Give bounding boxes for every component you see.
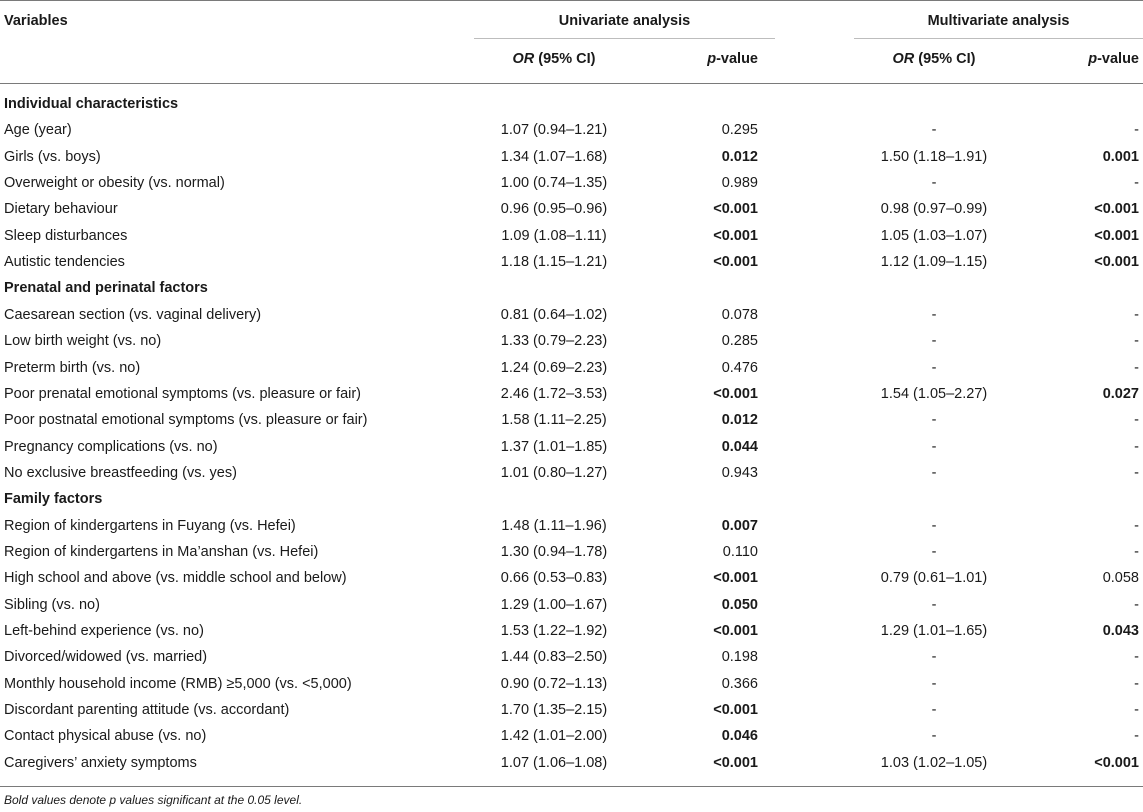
table-row [0, 543, 1143, 569]
univariate-p-cell: 0.050 [721, 596, 758, 613]
section-header-row [0, 490, 1143, 516]
univariate-or-cell: 1.48 (1.11–1.96) [501, 517, 607, 534]
multivariate-p-cell: - [1134, 702, 1139, 719]
univariate-or-cell: 0.81 (0.64–1.02) [500, 306, 608, 323]
multivariate-p-cell: - [1134, 438, 1139, 455]
univariate-or-cell: 1.33 (0.79–2.23) [500, 333, 608, 350]
univariate-p-cell: 0.078 [721, 306, 758, 323]
univariate-p-cell: 0.007 [721, 517, 758, 534]
multivariate-or-cell: - [931, 412, 937, 429]
univariate-p-cell: 0.476 [721, 359, 758, 376]
variable-label: Overweight or obesity (vs. normal) [4, 175, 225, 192]
univariate-group-rule [474, 38, 775, 39]
multivariate-p-cell: - [1134, 464, 1139, 481]
univariate-p-cell: 0.012 [721, 412, 758, 429]
univariate-or-cell: 1.30 (0.94–1.78) [500, 543, 608, 560]
table-row [0, 332, 1143, 358]
multivariate-or-cell: - [931, 728, 937, 745]
section-label: Family factors [4, 491, 103, 508]
univariate-or-cell: 0.66 (0.53–0.83) [500, 570, 608, 587]
multivariate-or-cell: 1.54 (1.05–2.27) [880, 385, 988, 402]
variable-label: Sibling (vs. no) [4, 596, 100, 613]
variable-label: Caesarean section (vs. vaginal delivery) [4, 306, 262, 323]
table-row [0, 596, 1143, 622]
variable-label: Caregivers’ anxiety symptoms [4, 754, 197, 771]
multivariate-or-cell: - [931, 438, 937, 455]
variable-label: Region of kindergartens in Fuyang (vs. Hefei) [4, 517, 296, 534]
univariate-or-cell: 2.46 (1.72–3.53) [500, 385, 608, 402]
variable-label: High school and above (vs. middle school and below) [4, 570, 347, 587]
univariate-or-cell: 1.42 (1.01–2.00) [500, 728, 608, 745]
variable-label: Low birth weight (vs. no) [4, 333, 162, 350]
univariate-or-cell: 1.44 (0.83–2.50) [500, 649, 608, 666]
table-footnote: Bold values denote p values significant at the 0.05 level. [4, 793, 303, 807]
univariate-p-cell: <0.001 [713, 201, 758, 218]
table-row [0, 701, 1143, 727]
univariate-p-cell: <0.001 [713, 623, 758, 639]
univariate-p-cell: 0.198 [721, 649, 758, 666]
univariate-or-cell: 1.07 (0.94–1.21) [500, 122, 608, 139]
variable-label: Poor prenatal emotional symptoms (vs. pleasure or fair) [4, 385, 362, 402]
univariate-p-cell: <0.001 [713, 570, 758, 587]
table-row [0, 411, 1143, 437]
multivariate-p-cell: - [1134, 596, 1139, 613]
univariate-or-cell: 1.07 (1.06–1.08) [500, 754, 608, 771]
univariate-or-cell: 1.09 (1.08–1.11) [501, 227, 607, 244]
multivariate-or-cell: - [931, 464, 937, 481]
multivariate-or-cell: - [931, 517, 937, 534]
variable-label: Discordant parenting attitude (vs. accordant) [4, 702, 290, 719]
header-multivariate: Multivariate analysis [927, 13, 1070, 29]
variable-label: Region of kindergartens in Ma’anshan (vs. Hefei) [4, 543, 319, 560]
multivariate-or-cell: - [931, 333, 937, 350]
variable-label: Sleep disturbances [4, 227, 128, 244]
table-row [0, 517, 1143, 543]
section-header-row [0, 95, 1143, 121]
section-label: Prenatal and perinatal factors [4, 280, 208, 297]
multivariate-or-cell: - [931, 359, 937, 376]
variable-label: Poor postnatal emotional symptoms (vs. pleasure or fair) [4, 412, 368, 429]
table-row [0, 464, 1143, 490]
variable-label: Age (year) [4, 122, 72, 139]
variable-label: Left-behind experience (vs. no) [4, 623, 204, 639]
univariate-or-cell: 1.37 (1.01–1.85) [500, 438, 608, 455]
multivariate-or-cell: 1.50 (1.18–1.91) [880, 148, 988, 165]
multivariate-p-cell: <0.001 [1094, 754, 1139, 771]
table-row [0, 438, 1143, 464]
multivariate-or-cell: 0.79 (0.61–1.01) [880, 570, 988, 587]
variable-label: Pregnancy complications (vs. no) [4, 438, 218, 455]
variable-label: Monthly household income (RMB) ≥5,000 (vs. <5,000) [4, 675, 352, 692]
multivariate-p-cell: <0.001 [1094, 254, 1139, 271]
variable-label: Autistic tendencies [4, 254, 125, 271]
univariate-p-cell: 0.295 [721, 122, 758, 139]
multivariate-p-cell: - [1134, 543, 1139, 560]
univariate-or-cell: 0.96 (0.95–0.96) [500, 201, 608, 218]
variable-label: Contact physical abuse (vs. no) [4, 728, 207, 745]
multivariate-p-cell: <0.001 [1094, 227, 1139, 244]
header-or-multivariate: OR (95% CI) [892, 51, 976, 67]
multivariate-or-cell: 1.03 (1.02–1.05) [880, 754, 988, 771]
variable-label: Divorced/widowed (vs. married) [4, 649, 208, 666]
variable-label: Preterm birth (vs. no) [4, 359, 141, 376]
table-top-rule [0, 0, 1143, 1]
multivariate-group-rule [854, 38, 1143, 39]
univariate-p-cell: 0.285 [721, 333, 758, 350]
univariate-p-cell: 0.989 [721, 175, 758, 192]
table-row [0, 569, 1143, 595]
univariate-p-cell: <0.001 [713, 754, 758, 771]
multivariate-p-cell: - [1134, 122, 1139, 139]
univariate-or-cell: 1.24 (0.69–2.23) [500, 359, 608, 376]
multivariate-or-cell: - [931, 596, 937, 613]
multivariate-p-cell: 0.001 [1102, 148, 1139, 165]
multivariate-or-cell: - [931, 306, 937, 323]
section-label: Individual characteristics [4, 96, 179, 112]
header-p-multivariate: p-value [1088, 51, 1139, 67]
table-row [0, 385, 1143, 411]
section-header-row [0, 279, 1143, 305]
univariate-p-cell: 0.110 [722, 543, 758, 560]
variable-label: No exclusive breastfeeding (vs. yes) [4, 464, 237, 481]
multivariate-p-cell: 0.027 [1102, 385, 1139, 402]
table-row [0, 727, 1143, 753]
univariate-or-cell: 1.18 (1.15–1.21) [500, 254, 608, 271]
multivariate-or-cell: 1.29 (1.01–1.65) [880, 623, 988, 639]
univariate-p-cell: <0.001 [713, 385, 758, 402]
header-variables: Variables [4, 13, 68, 29]
multivariate-or-cell: - [931, 649, 937, 666]
table-row [0, 200, 1143, 226]
multivariate-p-cell: - [1134, 175, 1139, 192]
multivariate-p-cell: - [1134, 306, 1139, 323]
multivariate-p-cell: 0.058 [1102, 570, 1139, 587]
univariate-p-cell: 0.012 [721, 148, 758, 165]
multivariate-or-cell: - [931, 543, 937, 560]
table-row [0, 306, 1143, 332]
table-row [0, 754, 1143, 780]
univariate-p-cell: <0.001 [713, 254, 758, 271]
multivariate-or-cell: 0.98 (0.97–0.99) [880, 201, 988, 218]
univariate-p-cell: 0.044 [721, 438, 758, 455]
multivariate-p-cell: <0.001 [1094, 201, 1139, 218]
multivariate-or-cell: - [931, 122, 937, 139]
table-row [0, 675, 1143, 701]
multivariate-p-cell: 0.043 [1102, 623, 1139, 639]
multivariate-p-cell: - [1134, 333, 1139, 350]
multivariate-or-cell: - [931, 175, 937, 192]
multivariate-p-cell: - [1134, 412, 1139, 429]
univariate-or-cell: 1.70 (1.35–2.15) [500, 702, 608, 719]
table-bottom-rule [0, 786, 1143, 787]
table-row [0, 648, 1143, 674]
univariate-or-cell: 1.58 (1.11–2.25) [501, 412, 607, 429]
univariate-p-cell: 0.046 [721, 728, 758, 745]
table-row [0, 174, 1143, 200]
univariate-or-cell: 0.90 (0.72–1.13) [500, 675, 608, 692]
table-row [0, 227, 1143, 253]
header-p-univariate: p-value [707, 51, 758, 67]
variable-label: Dietary behaviour [4, 201, 118, 218]
univariate-p-cell: <0.001 [713, 227, 758, 244]
multivariate-p-cell: - [1134, 359, 1139, 376]
univariate-or-cell: 1.29 (1.00–1.67) [500, 596, 608, 613]
multivariate-p-cell: - [1134, 649, 1139, 666]
univariate-or-cell: 1.00 (0.74–1.35) [500, 175, 608, 192]
table-row [0, 622, 1143, 648]
univariate-p-cell: 0.366 [721, 675, 758, 692]
multivariate-p-cell: - [1134, 517, 1139, 534]
multivariate-or-cell: - [931, 675, 937, 692]
table-row [0, 148, 1143, 174]
univariate-or-cell: 1.53 (1.22–1.92) [500, 623, 608, 639]
multivariate-or-cell: 1.12 (1.09–1.15) [880, 254, 988, 271]
table-header-rule [0, 83, 1143, 84]
multivariate-p-cell: - [1134, 728, 1139, 745]
table-row [0, 253, 1143, 279]
header-univariate: Univariate analysis [558, 13, 691, 29]
univariate-or-cell: 1.34 (1.07–1.68) [500, 148, 608, 165]
univariate-p-cell: 0.943 [721, 464, 758, 481]
table-row [0, 359, 1143, 385]
univariate-or-cell: 1.01 (0.80–1.27) [500, 464, 608, 481]
multivariate-p-cell: - [1134, 675, 1139, 692]
multivariate-or-cell: 1.05 (1.03–1.07) [880, 227, 988, 244]
table-row [0, 121, 1143, 147]
variable-label: Girls (vs. boys) [4, 148, 101, 165]
univariate-p-cell: <0.001 [713, 702, 758, 719]
multivariate-or-cell: - [931, 702, 937, 719]
header-or-univariate: OR (95% CI) [512, 51, 596, 67]
